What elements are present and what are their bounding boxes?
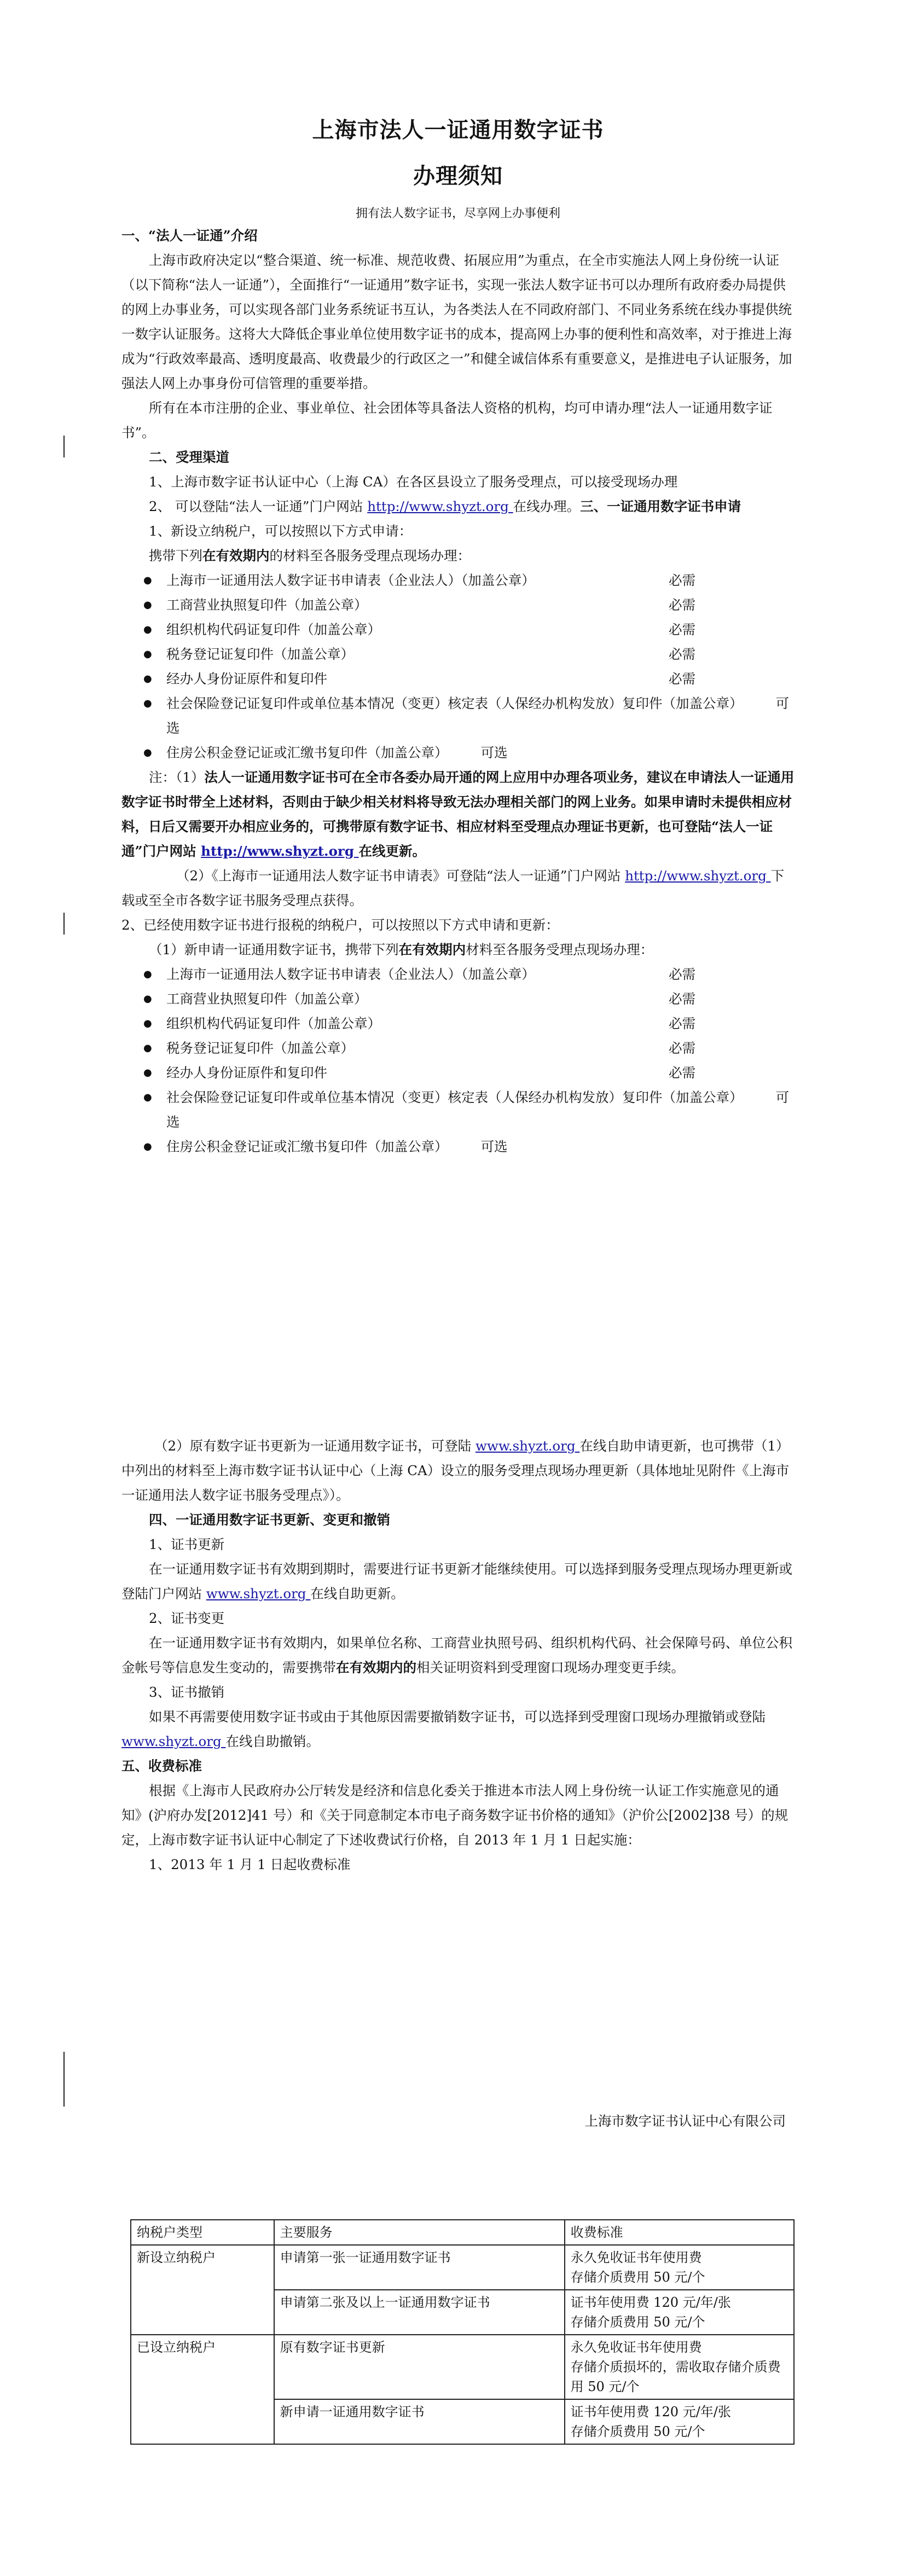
- portal-link[interactable]: www.shyzt.org: [121, 1733, 226, 1749]
- material-text: 社会保险登记证复印件或单位基本情况（变更）核定表（人保经办机构发放）复印件（加盖公章）: [166, 695, 743, 711]
- paragraph: 2、证书变更: [149, 1610, 225, 1626]
- text: （2）原有数字证书更新为一证通用数字证书，可登陆: [154, 1438, 476, 1454]
- table-row: [131, 2335, 794, 2399]
- table-cell: 新设立纳税户: [131, 2245, 274, 2335]
- material-item: [121, 1036, 796, 1060]
- table-cell: 永久免收证书年使用费 存储介质费用 50 元/个: [565, 2245, 794, 2290]
- text: 在一证通用数字证书有效期内，如果单位名称、工商营业执照号码、组织机构代码、社会保障号码、单位公积金帐号等信息发生变动的，需要携带: [121, 1635, 792, 1675]
- note-paragraph: [121, 765, 796, 863]
- portal-link[interactable]: www.shyzt.org: [475, 1438, 580, 1454]
- material-item: [121, 642, 796, 666]
- requirement-label: 必需: [669, 966, 695, 982]
- material-text: 税务登记证复印件（加盖公章）: [166, 1040, 354, 1056]
- requirement-label: 必需: [669, 572, 695, 588]
- text: 的材料至各服务受理点现场办理：: [269, 548, 471, 564]
- paragraph: [121, 937, 796, 962]
- requirement-label: 可选: [166, 695, 789, 736]
- material-text: 住房公积金登记证或汇缴书复印件（加盖公章）: [166, 1139, 448, 1154]
- material-text: 上海市一证通用法人数字证书申请表（企业法人）（加盖公章）: [166, 572, 535, 588]
- section-1: [121, 223, 796, 1159]
- text: 在线自助申请更新，也可携带（1）中列出的材料至上海市数字证书认证中心（上海 CA）设立的服务受理点现场办理更新（具体地址见附件《上海市一证通用法人数字证书服务受理点》）。: [121, 1438, 790, 1503]
- paragraph: 上海市政府决定以“整合渠道、统一标准、规范收费、拓展应用”为重点，在全市实施法人网上身份统一认证（以下简称“法人一证通”），全面推行“一证通用”数字证书，实现一张法人数字证书可以办理所有政府委办局提供的网上办事业务，可以实现各部门业务系统证书互认，为各类法人在不同政府部门、不同业务系统在线办事提供统一数字认证服务。这将大大降低企事业单位使用数字证书的成本，提高网上办事的便利性和高效率，对于推进上海成为“行政效率最高、透明度最高、收费最少的行政区之一”和健全诚信体系有重要意义，是推进电子认证服务，加强法人网上办事身份可信管理的重要举措。: [121, 252, 792, 391]
- table-caption: 1、2013 年 1 月 1 日起收费标准: [149, 1856, 351, 1872]
- material-item: [121, 1060, 796, 1085]
- section-heading: 三、一证通用数字证书申请: [580, 498, 741, 514]
- material-text: 经办人身份证原件和复印件: [166, 671, 327, 687]
- requirement-label: 必需: [669, 1016, 695, 1031]
- requirement-label: 可选: [480, 1139, 508, 1154]
- paragraph: [121, 1704, 796, 1754]
- material-text: 工商营业执照复印件（加盖公章）: [166, 991, 368, 1007]
- section-heading: 二、受理渠道: [149, 449, 229, 465]
- paragraph: 1、证书更新: [149, 1536, 225, 1552]
- requirement-label: 必需: [669, 671, 695, 687]
- table-cell: 新申请一证通用数字证书: [274, 2399, 565, 2444]
- margin-mark: [63, 436, 65, 457]
- paragraph: [121, 1631, 796, 1680]
- material-item: [121, 962, 796, 987]
- paragraph: [121, 494, 796, 519]
- material-item: [121, 1085, 796, 1134]
- material-text: 工商营业执照复印件（加盖公章）: [166, 597, 368, 613]
- materials-list: [121, 568, 796, 765]
- paragraph: 1、新设立纳税户，可以按照以下方式申请：: [149, 523, 413, 539]
- table-header-row: [131, 2220, 794, 2245]
- portal-link[interactable]: http://www.shyzt.org: [367, 498, 513, 514]
- material-item: [121, 740, 796, 765]
- text: 材料至各服务受理点现场办理：: [466, 942, 654, 958]
- text: 在线更新。: [358, 843, 426, 859]
- material-text: 住房公积金登记证或汇缴书复印件（加盖公章）: [166, 745, 448, 761]
- table-cell: 申请第二张及以上一证通用数字证书: [274, 2290, 565, 2335]
- materials-list: [121, 962, 796, 1159]
- material-item: [121, 568, 796, 593]
- requirement-label: 必需: [669, 646, 695, 662]
- document-title-sub: 办理须知: [413, 163, 503, 189]
- text: 在线办理。: [513, 498, 581, 514]
- material-item: [121, 617, 796, 642]
- material-text: 组织机构代码证复印件（加盖公章）: [166, 622, 381, 637]
- table-row: [131, 2245, 794, 2290]
- material-item: [121, 593, 796, 617]
- fee-table: [130, 2219, 795, 2445]
- paragraph: 2、已经使用数字证书进行报税的纳税户，可以按照以下方式申请和更新：: [121, 917, 559, 933]
- material-text: 经办人身份证原件和复印件: [166, 1065, 327, 1081]
- table-cell: 原有数字证书更新: [274, 2335, 565, 2399]
- paragraph: [121, 543, 796, 568]
- table-cell: 永久免收证书年使用费 存储介质损坏的，需收取存储介质费用 50 元/个: [565, 2335, 794, 2399]
- portal-link[interactable]: http://www.shyzt.org: [201, 843, 359, 859]
- text: 法人一证通用数字证书可在全市各委办局开通的网上应用中办理各项业务，建议在申请法人一证通用数字证书时带全上述材料，否则由于缺少相关材料将导致无法办理相关部门的网上业务。如果申请时未提供相应材料，日后又需要开办相应业务的，可携带原有数字证书、相应材料至受理点办理证书更新，也可登陆“法人一证通”门户网站: [121, 769, 795, 859]
- material-text: 组织机构代码证复印件（加盖公章）: [166, 1016, 381, 1031]
- margin-mark: [63, 2052, 65, 2107]
- portal-link[interactable]: http://www.shyzt.org: [625, 868, 771, 884]
- requirement-label: 必需: [669, 622, 695, 637]
- requirement-label: 必需: [669, 597, 695, 613]
- text: 在线自助撤销。: [225, 1733, 320, 1749]
- text: 在一证通用数字证书有效期到期时，需要进行证书更新才能继续使用。可以选择到服务受理点现场办理更新或登陆门户网站: [121, 1561, 792, 1602]
- signature: 上海市数字证书认证中心有限公司: [584, 2113, 786, 2129]
- table-cell: 已设立纳税户: [131, 2335, 274, 2444]
- section-heading: 四、一证通用数字证书更新、变更和撤销: [149, 1512, 390, 1528]
- table-header-cell: 收费标准: [565, 2220, 794, 2245]
- note-paragraph: [121, 863, 796, 913]
- material-text: 税务登记证复印件（加盖公章）: [166, 646, 354, 662]
- text: 在线自助更新。: [310, 1586, 404, 1602]
- text: 下载或至全市各数字证书服务受理点获得。: [121, 868, 785, 908]
- document-subtitle: 拥有法人数字证书，尽享网上办事便利: [355, 207, 560, 221]
- section-2: [121, 1434, 796, 1877]
- requirement-label: 必需: [669, 1040, 695, 1056]
- margin-mark: [63, 913, 65, 935]
- material-item: [121, 987, 796, 1011]
- portal-link[interactable]: www.shyzt.org: [206, 1586, 311, 1602]
- section-heading: 五、收费标准: [121, 1758, 202, 1774]
- text: 如果不再需要使用数字证书或由于其他原因需要撤销数字证书，可以选择到受理窗口现场办理撤销或登陆: [149, 1709, 766, 1725]
- table-header-cell: 纳税户类型: [131, 2220, 274, 2245]
- paragraph: 所有在本市注册的企业、事业单位、社会团体等具备法人资格的机构，均可申请办理“法人一证通用数字证书”。: [121, 400, 773, 440]
- table-header-cell: 主要服务: [274, 2220, 565, 2245]
- material-item: [121, 1011, 796, 1036]
- material-text: 上海市一证通用法人数字证书申请表（企业法人）（加盖公章）: [166, 966, 535, 982]
- table-cell: 证书年使用费 120 元/年/张 存储介质费用 50 元/个: [565, 2290, 794, 2335]
- material-text: 社会保险登记证复印件或单位基本情况（变更）核定表（人保经办机构发放）复印件（加盖公章）: [166, 1089, 743, 1105]
- text: （1）新申请一证通用数字证书，携带下列: [149, 942, 399, 958]
- paragraph: [121, 1434, 796, 1507]
- section-heading: 一、“法人一证通”介绍: [121, 228, 258, 243]
- text: 在有效期内: [398, 942, 466, 958]
- text: 2、 可以登陆“法人一证通”门户网站: [149, 498, 368, 514]
- requirement-label: 可选: [480, 745, 508, 761]
- requirement-label: 可选: [166, 1089, 789, 1130]
- document-title: 上海市法人一证通用数字证书: [312, 117, 604, 143]
- text: 在有效期内的: [336, 1660, 416, 1675]
- material-item: [121, 691, 796, 740]
- paragraph: [121, 1557, 796, 1606]
- text: 在有效期内: [202, 548, 270, 564]
- material-item: [121, 666, 796, 691]
- paragraph: 根据《上海市人民政府办公厅转发是经济和信息化委关于推进本市法人网上身份统一认证工作实施意见的通知》(沪府办发[2012]41 号）和《关于同意制定本市电子商务数字证书价格的通知》（沪价公[2002]38 号）的规定，上海市数字证书认证中心制定了下述收费试行价格，自 2013 年 1 月 1 日起实施：: [121, 1783, 789, 1848]
- material-item: [121, 1134, 796, 1159]
- paragraph: 1、上海市数字证书认证中心（上海 CA）在各区县设立了服务受理点，可以接受现场办理: [149, 474, 678, 490]
- text: 注：（1）: [149, 769, 205, 785]
- text: 相关证明资料到受理窗口现场办理变更手续。: [416, 1660, 685, 1675]
- table-cell: 申请第一张一证通用数字证书: [274, 2245, 565, 2290]
- paragraph: 3、证书撤销: [149, 1684, 225, 1700]
- requirement-label: 必需: [669, 1065, 695, 1081]
- text: 携带下列: [149, 548, 202, 564]
- table-cell: 证书年使用费 120 元/年/张 存储介质费用 50 元/个: [565, 2399, 794, 2444]
- requirement-label: 必需: [669, 991, 695, 1007]
- text: （2）《上海市一证通用法人数字证书申请表》可登陆“法人一证通”门户网站: [176, 868, 625, 884]
